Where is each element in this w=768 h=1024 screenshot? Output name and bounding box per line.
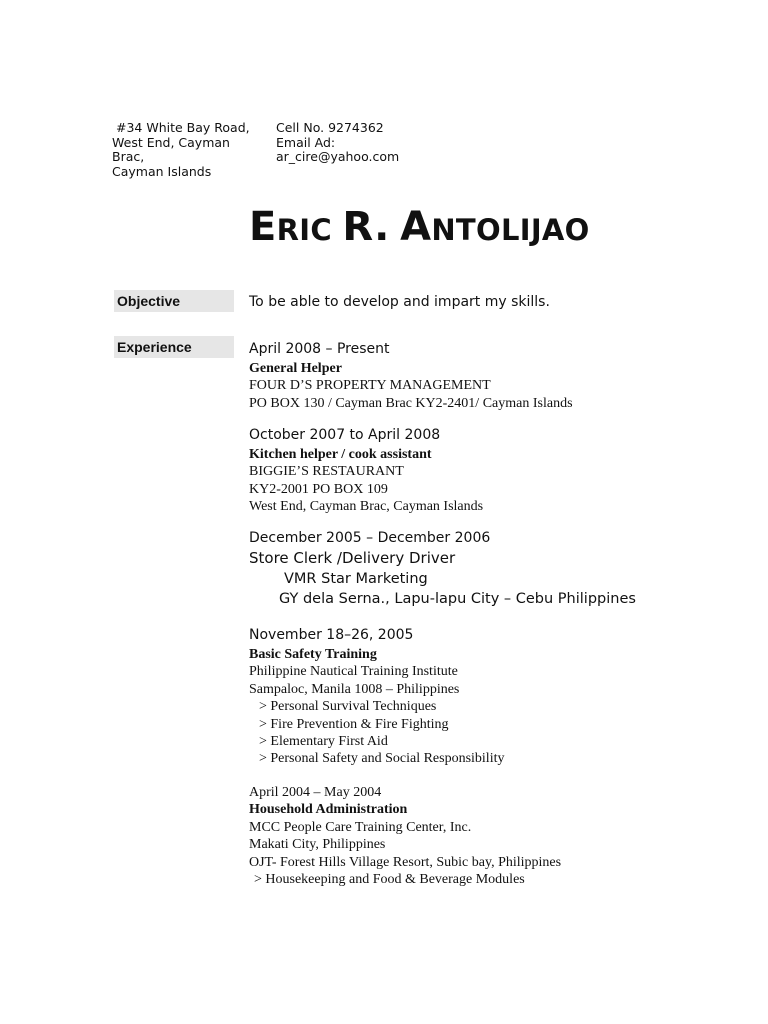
training-module: > Personal Safety and Social Responsibility — [259, 751, 505, 767]
job-entry — [249, 529, 636, 610]
phone-number: Cell No. 9274362 — [276, 120, 384, 135]
job-title: Kitchen helper / cook assistant — [249, 447, 432, 462]
address-line: Brac, — [112, 149, 145, 165]
job-employer: Philippine Nautical Training Institute — [249, 664, 458, 680]
training-module: > Housekeeping and Food & Beverage Modules — [254, 872, 525, 888]
email-label: Email Ad: — [276, 134, 336, 150]
objective-text: To be able to develop and impart my skills. — [249, 294, 550, 310]
job-employer: FOUR D’S PROPERTY MANAGEMENT — [249, 378, 491, 394]
job-title: General Helper — [249, 361, 342, 376]
training-module: > Fire Prevention & Fire Fighting — [259, 716, 449, 732]
address-block — [112, 121, 260, 179]
address-line: West End, Cayman — [112, 134, 230, 150]
training-module: > Elementary First Aid — [259, 734, 388, 750]
address-line: Cayman Islands — [112, 163, 212, 179]
contact-block — [276, 121, 436, 165]
job-date: April 2004 – May 2004 — [249, 785, 382, 800]
job-date: December 2005 – December 2006 — [249, 530, 491, 546]
job-address: Makati City, Philippines — [249, 837, 386, 853]
name-middle: R. — [342, 204, 390, 250]
applicant-name — [249, 205, 590, 252]
job-address: West End, Cayman Brac, Cayman Islands — [249, 499, 484, 515]
job-employer: BIGGIE’S RESTAURANT — [249, 464, 404, 480]
job-employer: VMR Star Marketing — [284, 570, 428, 587]
job-entry — [249, 626, 504, 768]
email-address: ar_cire@yahoo.com — [276, 149, 400, 165]
job-address: Sampaloc, Manila 1008 – Philippines — [249, 681, 460, 697]
job-employer: MCC People Care Training Center, Inc. — [249, 819, 472, 835]
name-part: RIC — [276, 213, 332, 247]
job-date: October 2007 to April 2008 — [249, 427, 441, 443]
job-address: OJT- Forest Hills Village Resort, Subic bay, Philippines — [249, 854, 562, 870]
job-date: November 18–26, 2005 — [249, 627, 414, 643]
job-address: PO BOX 130 / Cayman Brac KY2-2401/ Cayman Islands — [249, 395, 573, 411]
job-date: April 2008 – Present — [249, 341, 390, 357]
name-part: NTOLIJAO — [431, 213, 590, 247]
name-initial: A — [400, 204, 432, 250]
job-address: KY2-2001 PO BOX 109 — [249, 481, 388, 497]
job-entry — [249, 784, 561, 888]
job-entry — [249, 426, 483, 516]
address-line: #34 White Bay Road, — [116, 120, 250, 135]
experience-heading: Experience — [114, 336, 234, 358]
job-title: Basic Safety Training — [249, 647, 377, 662]
job-address: GY dela Serna., Lapu-lapu City – Cebu Philippines — [279, 591, 636, 607]
job-entry — [249, 340, 573, 412]
job-title: Household Administration — [249, 802, 408, 818]
training-module: > Personal Survival Techniques — [259, 699, 437, 715]
name-initial: E — [249, 204, 277, 250]
job-title: Store Clerk /Delivery Driver — [249, 549, 456, 567]
objective-heading: Objective — [114, 290, 234, 312]
